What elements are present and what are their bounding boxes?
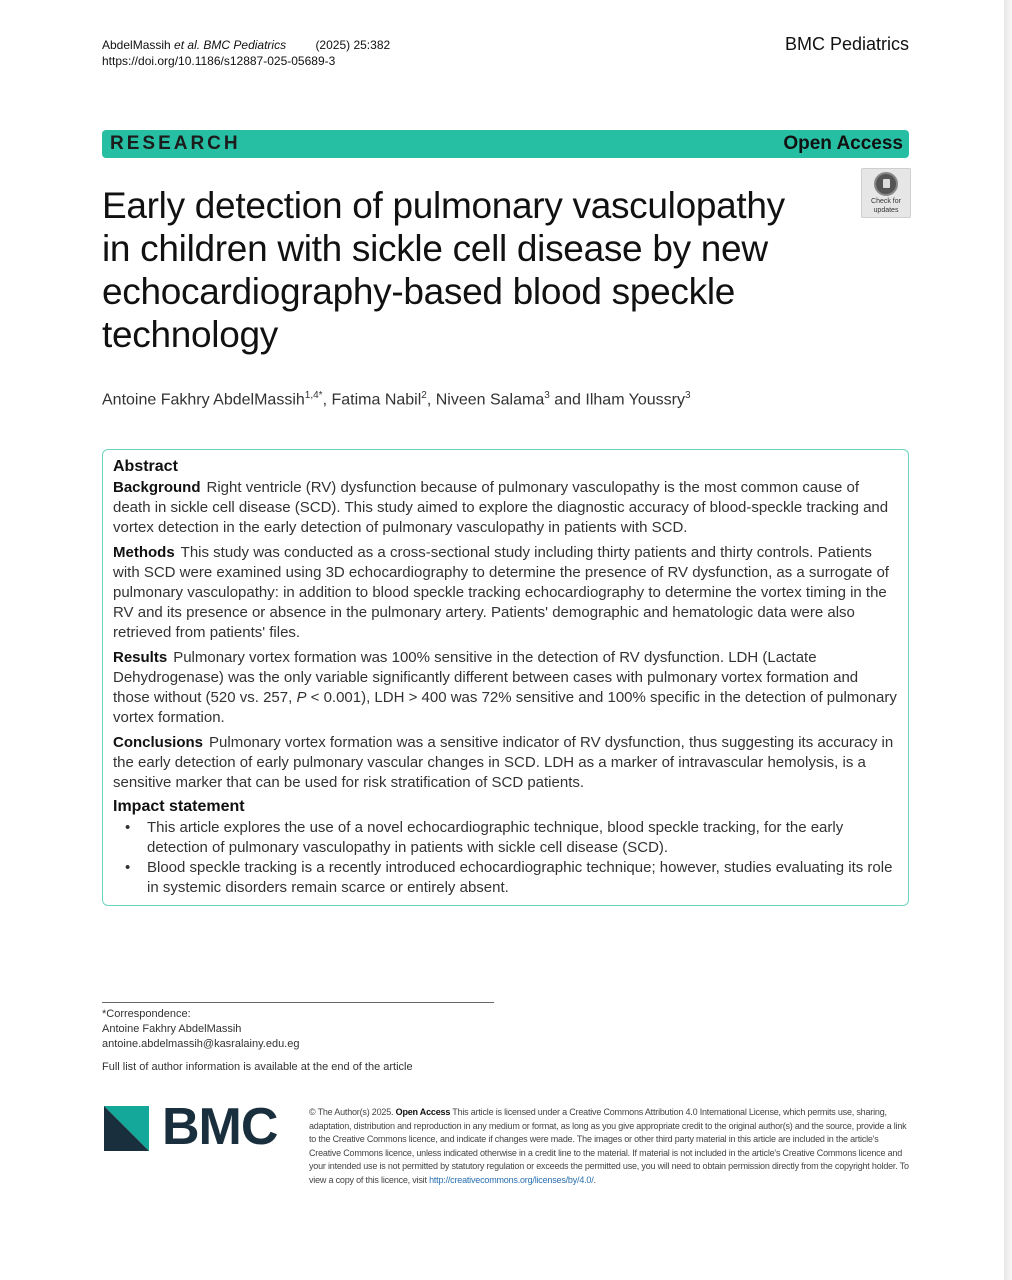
conclusions-text: Pulmonary vortex formation was a sensitive indicator of RV dysfunction, thus suggesting its accuracy in the early detection of early pulmonary vascular changes in SCD. LDH as a marker of intravascular hemolysis, is a sensitive marker that can be used for risk stratification of SCD patients. xyxy=(113,734,894,791)
journal-name: BMC Pediatrics xyxy=(784,34,909,54)
author-name[interactable]: Ilham Youssry xyxy=(585,391,685,409)
header-year-volume: (2025) 25:382 xyxy=(315,38,391,52)
results-text-b: < 0.001), LDH > 400 was 72% sensitive and 100% specific in the detection of pulmonary vortex formation. xyxy=(113,689,897,726)
article-type-banner xyxy=(102,130,909,158)
license-body: This article is licensed under a Creative Commons Attribution 4.0 International License, which permits use, sharing, adaptation, distribution and reproduction in any medium or format, as long as you give appropriate credit to the original author(s) and the source, provide a link to the Creative Commons licence, and indicate if changes were made. The images or other third party material in this article are included in the article's Creative Commons licence, unless indicated otherwise in a credit line to the material. If material is not included in the article's Creative Commons licence and your intended use is not permitted by statutory regulation or exceeds the permitted use, you will need to obtain permission directly from the copyright holder. To view a copy of this licence, visit xyxy=(309,1107,909,1185)
impact-item-text: This article explores the use of a novel echocardiographic technique, blood speckle tracking, for the early detection of pulmonary vasculopathy in patients with sickle cell disease (SCD). xyxy=(147,819,844,856)
article-type-label: RESEARCH xyxy=(110,133,241,154)
abstract-methods xyxy=(113,543,898,643)
abstract-results xyxy=(113,648,898,728)
author-affiliation: 3 xyxy=(544,390,550,401)
author-list xyxy=(102,390,691,409)
author-affiliation: 1,4* xyxy=(304,390,323,401)
author-separator: , xyxy=(426,391,436,409)
conclusions-label: Conclusions xyxy=(113,734,204,751)
author-separator: and xyxy=(549,391,586,409)
author-name[interactable]: Antoine Fakhry AbdelMassih xyxy=(102,391,305,409)
background-text: Right ventricle (RV) dysfunction because of pulmonary vasculopathy is the most common cause of death in sickle cell disease (SCD). This study aimed to explore the diagnostic accuracy of blood-speckle tracking and vortex detection in the early detection of pulmonary vasculopathy in patients with SCD. xyxy=(113,479,889,536)
license-end: . xyxy=(593,1174,596,1185)
impact-item-text: Blood speckle tracking is a recently introduced echocardiographic technique; however, studies evaluating its role in systemic disorders remain scarce or entirely absent. xyxy=(147,859,893,896)
open-access-label: Open Access xyxy=(783,133,903,154)
article-title: Early detection of pulmonary vasculopathy in children with sickle cell disease by new echocardiography-based blood speckle technology xyxy=(102,185,785,355)
impact-heading: Impact statement xyxy=(113,798,245,815)
bullet-icon: • xyxy=(125,859,131,876)
impact-list xyxy=(113,818,898,898)
author-info-note: Full list of author information is available at the end of the article xyxy=(102,1061,413,1073)
methods-label: Methods xyxy=(113,544,175,561)
citation-line xyxy=(102,37,390,53)
abstract-conclusions xyxy=(113,733,898,793)
check-updates-line2: updates xyxy=(873,207,899,214)
running-header xyxy=(102,37,390,69)
check-updates-line1: Check for xyxy=(871,198,901,205)
impact-item xyxy=(125,818,898,858)
impact-item xyxy=(125,858,898,898)
bmc-logo-text: BMC xyxy=(162,1098,278,1156)
header-journal: et al. BMC Pediatrics xyxy=(174,38,287,52)
author-separator: , xyxy=(322,391,332,409)
check-for-updates-button[interactable] xyxy=(861,168,911,218)
background-label: Background xyxy=(113,479,201,496)
results-label: Results xyxy=(113,649,168,666)
correspondence-name: Antoine Fakhry AbdelMassih xyxy=(102,1023,242,1035)
abstract-background xyxy=(113,478,898,538)
bullet-icon: • xyxy=(125,819,131,836)
license-link[interactable]: http://creativecommons.org/licenses/by/4.0/ xyxy=(429,1174,594,1185)
correspondence-email[interactable]: antoine.abdelmassih@kasralainy.edu.eg xyxy=(102,1038,300,1050)
page-edge-shadow xyxy=(1004,0,1012,1280)
doi-link[interactable]: https://doi.org/10.1186/s12887-025-05689-3 xyxy=(102,54,336,68)
header-author: AbdelMassih xyxy=(102,38,171,52)
footnote-divider xyxy=(102,1002,494,1003)
author-affiliation: 3 xyxy=(685,390,691,401)
methods-text: This study was conducted as a cross-sectional study including thirty patients and thirty controls. Patients with SCD were examined using 3D echocardiography to determine the presence of RV dysfunction, as a surrogate of pulmonary vasculopathy: in addition to blood speckle tracking echocardiography to determine the vortex timing in the RV and its presence or absence in the pulmonary artery. Patients' demographic and hematologic data were also retrieved from patients' files. xyxy=(113,544,889,641)
license-statement xyxy=(309,1106,910,1187)
author-name[interactable]: Niveen Salama xyxy=(435,391,545,409)
correspondence-footnote xyxy=(102,1007,299,1052)
results-text-a: Pulmonary vortex formation was 100% sensitive in the detection of RV dysfunction. LDH (Lactate Dehydrogenase) was the only variable significantly different between cases with pulmonary vortex formation and those without (520 vs. 257, xyxy=(113,649,859,706)
abstract-heading: Abstract xyxy=(113,458,178,475)
author-name[interactable]: Fatima Nabil xyxy=(331,391,422,409)
author-affiliation: 2 xyxy=(421,390,427,401)
crossmark-icon xyxy=(874,172,898,196)
correspondence-label: *Correspondence: xyxy=(102,1008,191,1020)
license-open-access: Open Access xyxy=(395,1107,451,1117)
license-copyright: © The Author(s) 2025. xyxy=(309,1107,394,1117)
results-p-symbol: P xyxy=(296,689,307,706)
abstract-box xyxy=(102,449,909,906)
